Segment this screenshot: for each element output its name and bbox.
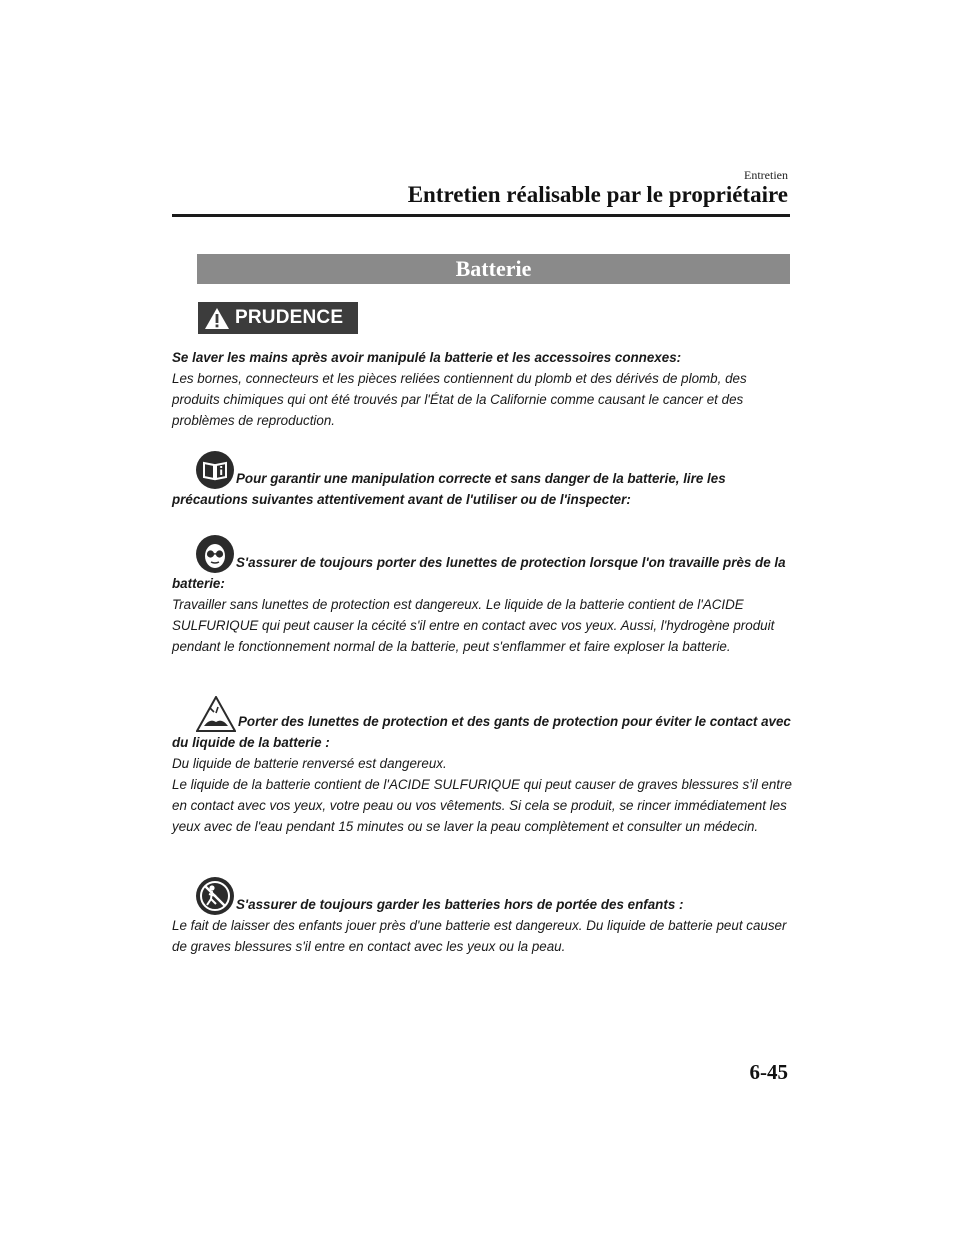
caution-badge [198, 302, 358, 334]
caution-label: PRUDENCE [235, 307, 344, 328]
warning-corrosive-body: Du liquide de batterie renversé est dangereux. Le liquide de la batterie contient de l'ACIDE SULFURIQUE qui peut causer de graves blessures s'il entre en contact avec vos yeux, votre peau ou vos vêtements. Si cela se produit, se rincer immédiatement les yeux avec de l'eau pendant 15 minutes ou se laver la peau complètement et consulter un médecin. [172, 756, 792, 834]
header-rule [172, 214, 790, 217]
warning-corrosive [172, 696, 792, 837]
warning-children-heading: S'assurer de toujours garder les batteries hors de portée des enfants : [236, 897, 684, 912]
warning-children [172, 877, 792, 957]
manual-icon [196, 451, 234, 489]
warning-children-body: Le fait de laisser des enfants jouer près d'une batterie est dangereux. Du liquide de batterie peut causer de graves blessures s'il entre en contact avec les yeux ou la peau. [172, 918, 787, 954]
caution-heading: Se laver les mains après avoir manipulé la batterie et les accessoires connexes: [172, 350, 682, 365]
page-number: 6-45 [749, 1060, 788, 1084]
header-title: Entretien réalisable par le propriétaire [407, 182, 788, 207]
warning-manual-heading: Pour garantir une manipulation correcte et sans danger de la batterie, lire les précautions suivantes attentivement avant de l'utiliser ou de l'inspecter: [172, 471, 726, 507]
warning-triangle-icon [204, 307, 230, 330]
caution-body: Les bornes, connecteurs et les pièces reliées contiennent du plomb et des dérivés de plomb, des produits chimiques qui ont été trouvés par l'État de la Californie comme causant le cancer et des problèmes de reproduction. [172, 371, 747, 428]
corrosive-icon [196, 696, 236, 732]
keep-away-children-icon [196, 877, 234, 915]
header-chapter: Entretien [744, 168, 788, 182]
warning-glasses-body: Travailler sans lunettes de protection est dangereux. Le liquide de la batterie contient de l'ACIDE SULFURIQUE qui peut causer la cécité s'il entre en contact avec vos yeux. Aussi, l'hydrogène produit pendant le fonctionnement normal de la batterie, peut s'enflammer et faire exploser la batterie. [172, 597, 775, 654]
warning-corrosive-heading: Porter des lunettes de protection et des gants de protection pour éviter le contact avec du liquide de la batterie : [172, 714, 791, 750]
section-title-bar: Batterie [197, 254, 790, 284]
warning-glasses [172, 535, 792, 657]
safety-glasses-icon [196, 535, 234, 573]
warning-glasses-heading: S'assurer de toujours porter des lunettes de protection lorsque l'on travaille près de la batterie: [172, 555, 786, 591]
caution-block [172, 347, 792, 431]
warning-manual [172, 451, 792, 510]
